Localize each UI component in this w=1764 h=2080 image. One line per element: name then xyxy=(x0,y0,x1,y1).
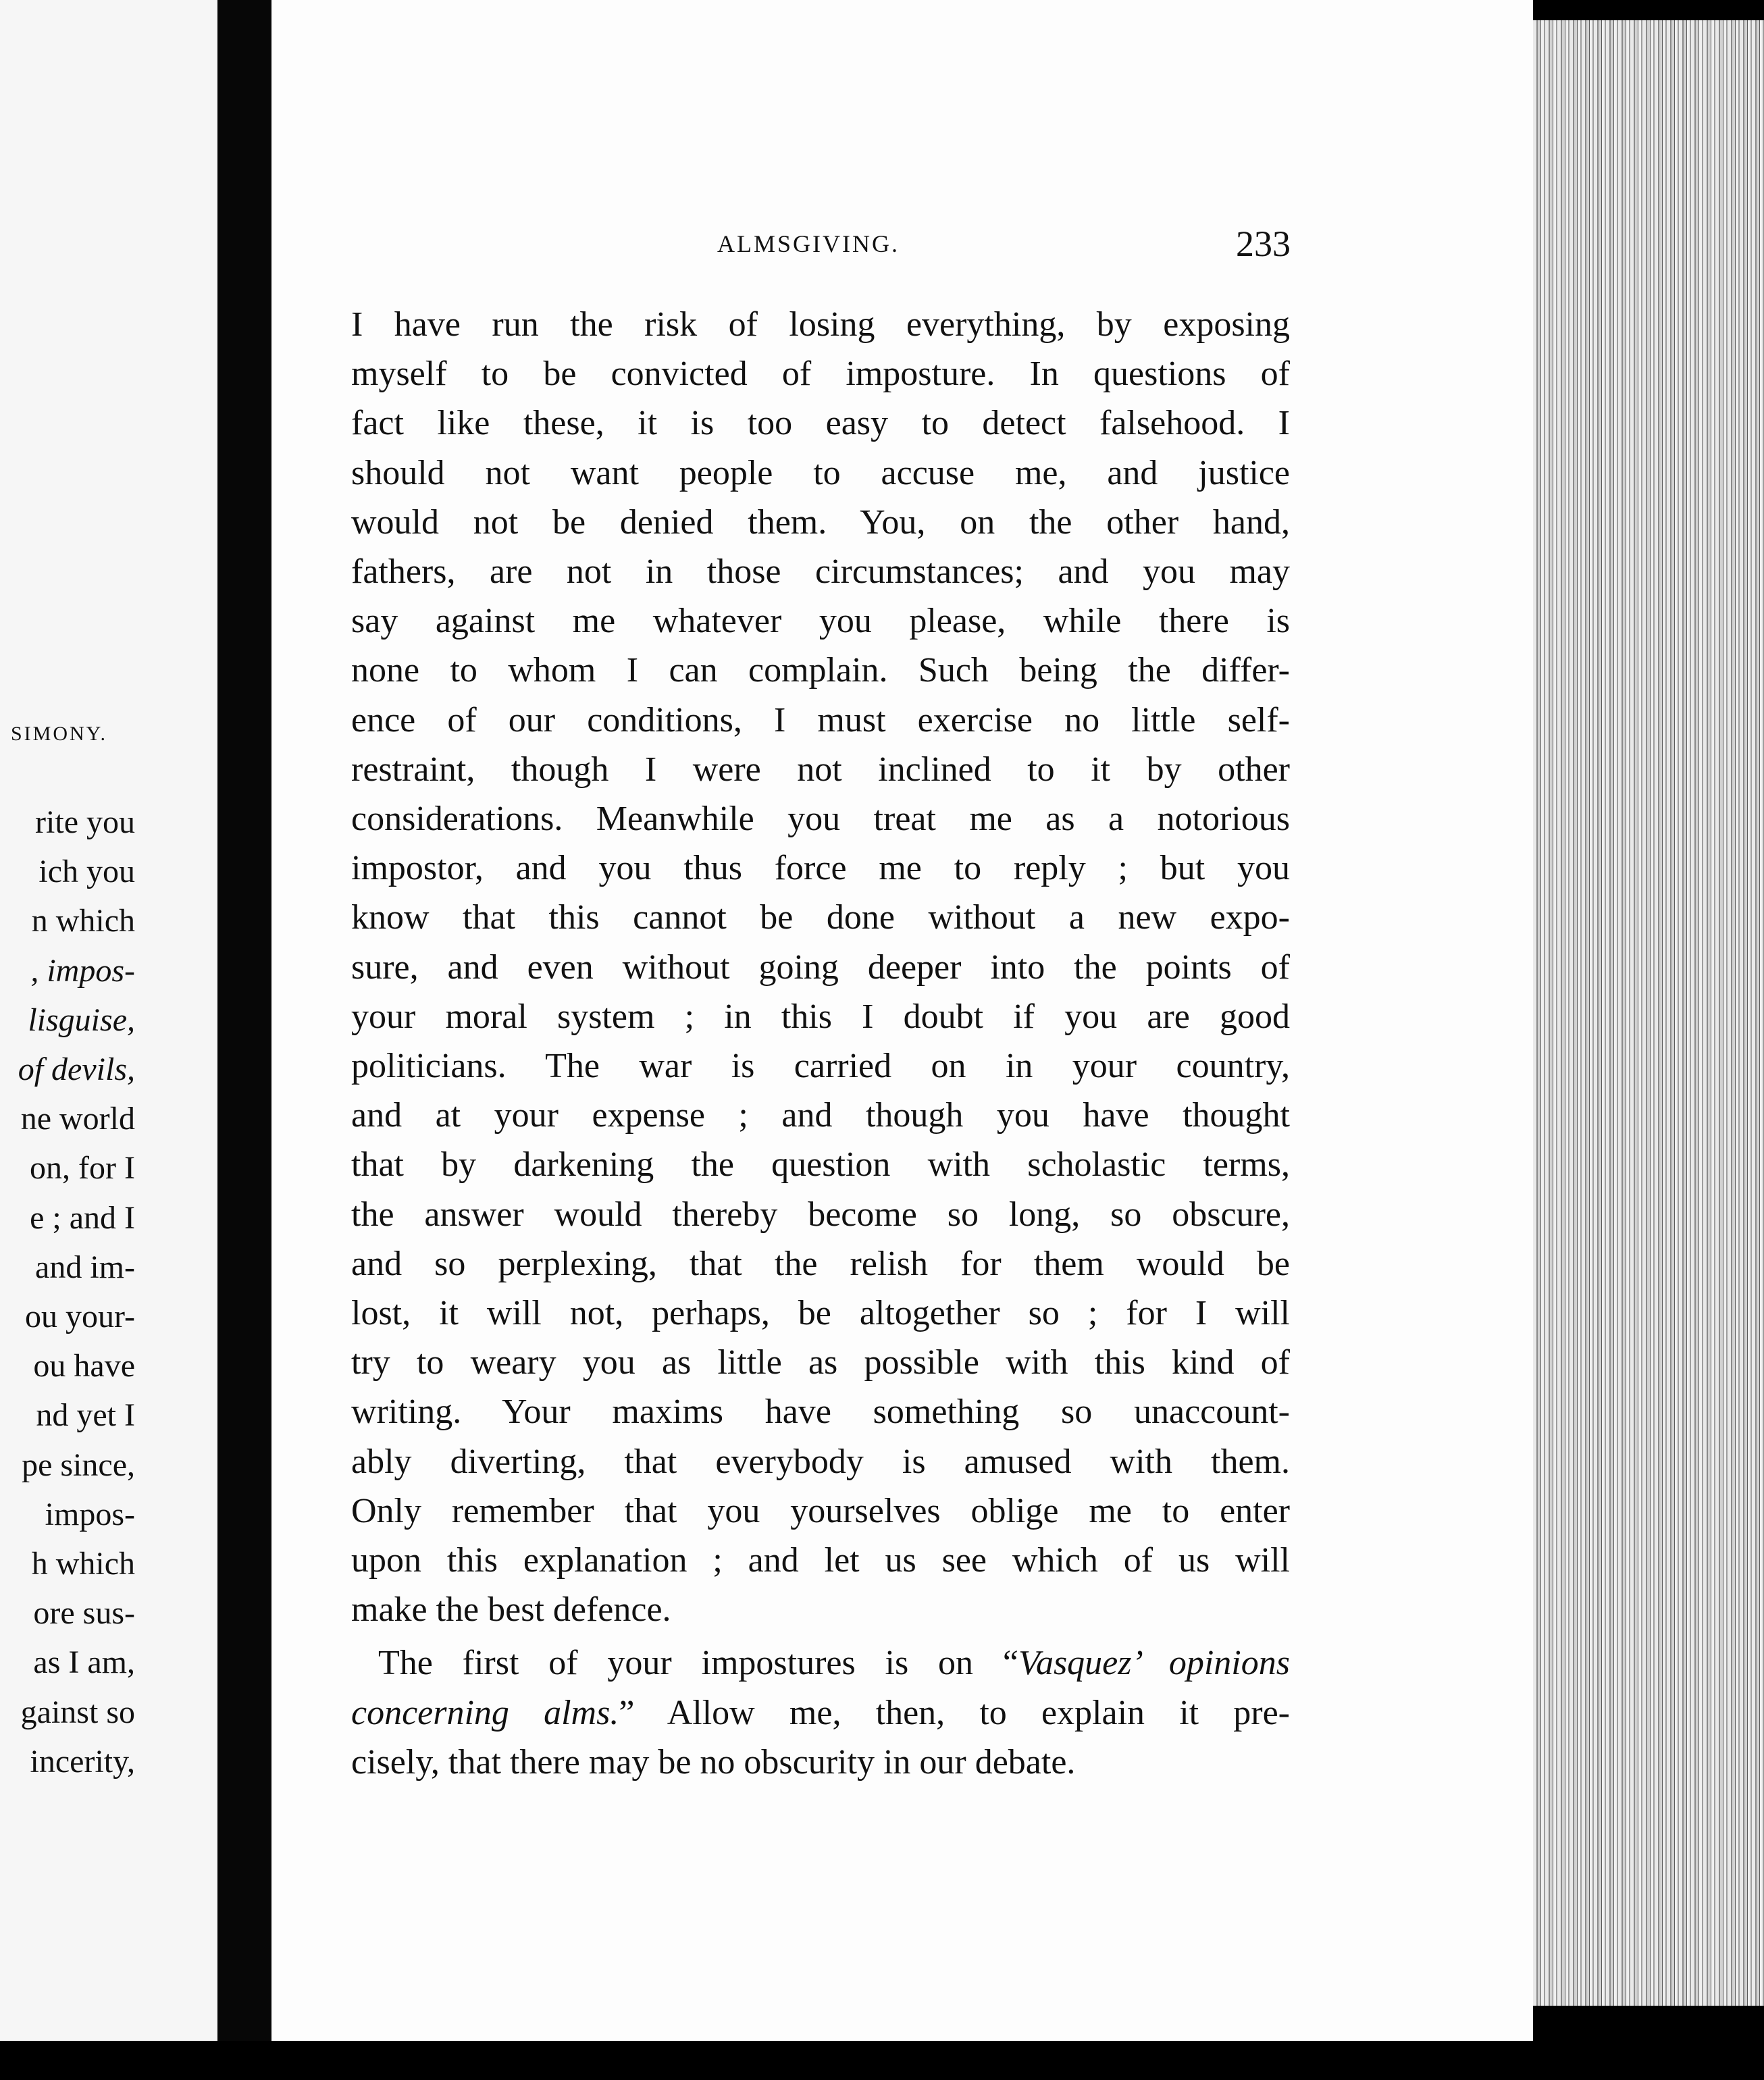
previous-page-line: ou your- xyxy=(24,1299,135,1335)
text-line: politicians. The war is carried on in your country, xyxy=(351,1047,1290,1086)
text-line: make the best defence. xyxy=(351,1590,671,1630)
previous-page-text xyxy=(0,798,135,1786)
text-line: none to whom I can complain. Such being the differ- xyxy=(351,651,1290,690)
previous-page-running-head: SIMONY. xyxy=(11,723,107,745)
previous-page-line: n which xyxy=(31,903,135,939)
text-line: sure, and even without going deeper into the points of xyxy=(351,947,1290,987)
text-line: considerations. Meanwhile you treat me as a notorious xyxy=(351,800,1290,839)
text-line: cisely, that there may be no obscurity in our debate. xyxy=(351,1742,1076,1782)
previous-page-line: of devils, xyxy=(18,1051,135,1088)
text-line: know that this cannot be done without a new expo- xyxy=(351,898,1290,937)
previous-page-line: ne world xyxy=(20,1101,135,1137)
text-line: writing. Your maxims have something so unaccount- xyxy=(351,1393,1290,1432)
previous-page-line: rite you xyxy=(35,804,135,840)
running-head: ALMSGIVING. xyxy=(717,230,900,257)
previous-page-line: ou have xyxy=(33,1348,135,1384)
text-line xyxy=(351,1638,1290,1688)
previous-page-line: ich you xyxy=(38,854,135,890)
quote-intro: The first of your impostures is on “ xyxy=(378,1644,1018,1683)
body-text xyxy=(351,300,1290,1787)
scan-border xyxy=(0,2041,1764,2080)
previous-page-line: e ; and I xyxy=(30,1199,135,1236)
text-line: your moral system ; in this I doubt if you are good xyxy=(351,997,1290,1036)
quote-continuation: ” Allow me, then, to explain it pre- xyxy=(619,1693,1290,1732)
previous-page-line: pe since, xyxy=(22,1447,135,1483)
previous-page-line: nd yet I xyxy=(36,1397,135,1434)
text-line: fathers, are not in those circumstances; and you may xyxy=(351,552,1290,592)
text-line: that by darkening the question with scholastic terms, xyxy=(351,1145,1290,1185)
page-number: 233 xyxy=(1236,224,1291,264)
text-line xyxy=(351,1688,1290,1738)
text-line: upon this explanation ; and let us see which of us will xyxy=(351,1541,1290,1580)
previous-page-line: , impos- xyxy=(30,952,135,989)
previous-page-line: on, for I xyxy=(30,1150,135,1187)
previous-page-line: incerity, xyxy=(30,1743,135,1779)
text-line: Only remember that you yourselves oblige me to enter xyxy=(351,1491,1290,1530)
text-line: ably diverting, that everybody is amused with them. xyxy=(351,1442,1290,1481)
text-line: say against me whatever you please, while there is xyxy=(351,602,1290,641)
previous-page-line: lisguise, xyxy=(28,1002,135,1038)
text-line: restraint, though I were not inclined to it by other xyxy=(351,750,1290,789)
previous-page xyxy=(0,0,217,2041)
previous-page-line: as I am, xyxy=(33,1644,135,1681)
text-line: would not be denied them. You, on the other hand, xyxy=(351,502,1290,542)
text-line: I have run the risk of losing everything, by exposing xyxy=(351,305,1290,344)
previous-page-line: ore sus- xyxy=(33,1595,135,1632)
text-line: the answer would thereby become so long, so obscure, xyxy=(351,1195,1290,1234)
text-line: should not want people to accuse me, and justice xyxy=(351,453,1290,492)
text-line: lost, it will not, perhaps, be altogether so ; for I will xyxy=(351,1294,1290,1333)
previous-page-line: h which xyxy=(31,1546,135,1582)
book-page-edges xyxy=(1533,20,1764,2006)
text-line: and so perplexing, that the relish for them would be xyxy=(351,1244,1290,1283)
book-gutter xyxy=(217,0,271,2041)
quoted-title: Vasquez’ opinions xyxy=(1018,1644,1290,1683)
previous-page-line: gainst so xyxy=(20,1694,135,1730)
previous-page-line: and im- xyxy=(35,1249,135,1285)
text-line: myself to be convicted of imposture. In questions of xyxy=(351,355,1290,394)
text-line: impostor, and you thus force me to reply ; but you xyxy=(351,849,1290,888)
text-line: fact like these, it is too easy to detect falsehood. I xyxy=(351,404,1290,443)
page-header xyxy=(271,223,1533,270)
current-page xyxy=(271,0,1533,2041)
previous-page-line: impos- xyxy=(45,1496,135,1532)
quoted-title: concerning alms. xyxy=(351,1693,619,1732)
text-line: and at your expense ; and though you have thought xyxy=(351,1096,1290,1135)
text-line: ence of our conditions, I must exercise no little self- xyxy=(351,700,1290,739)
text-line: try to weary you as little as possible with this kind of xyxy=(351,1343,1290,1382)
